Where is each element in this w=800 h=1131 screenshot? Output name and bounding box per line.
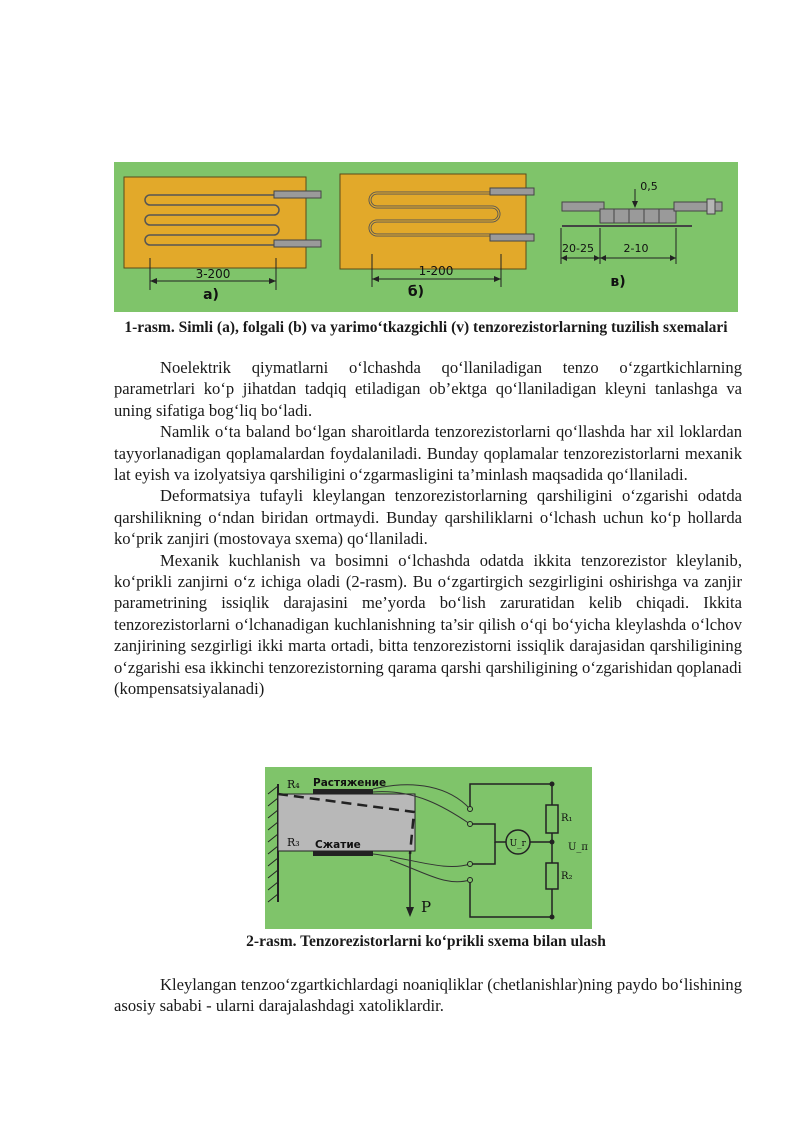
paragraph: Noelektrik qiymatlarni o‘lchashda qo‘llaniladigan tenzo o‘zgartkichlarning parametrlari ko‘p jihatdan tadqiq etiladigan ob’ektga qo‘llaniladigan kleyni tanlashga va uning sifatiga bog‘liq bo‘ladi. — [114, 358, 742, 420]
resistor-r2 — [546, 863, 558, 889]
figure-1-drawing — [114, 162, 738, 312]
r3-label: R₃ — [287, 836, 300, 849]
label-v: в) — [610, 274, 626, 290]
compress-label: Сжатие — [315, 839, 361, 851]
figure-1-caption: 1-rasm. Simli (a), folgali (b) va yarimo‘tkazgichli (v) tenzorezistorlarning tuzilish sxemalari — [124, 319, 728, 336]
dim-v-right: 2-10 — [623, 242, 649, 255]
figure-2-caption: 2-rasm. Tenzorezistorlarni ko‘prikli sxema bilan ulash — [246, 933, 606, 950]
dim-v-left: 20-25 — [562, 242, 594, 255]
stretch-label: Растяжение — [313, 777, 387, 789]
label-a: а) — [203, 287, 219, 303]
ug-label: U_г — [509, 839, 527, 849]
body-text-2 — [114, 974, 742, 1017]
dim-a-label: 3-200 — [195, 267, 231, 281]
figure-2-bridge-circuit — [265, 767, 592, 929]
dim-b-label: 1-200 — [418, 264, 454, 278]
paragraph: Mexanik kuchlanish va bosimni o‘lchashda odatda ikkita tenzorezistor kleylanib, ko‘prikli zanjirni o‘z ichiga oladi (2-rasm). Bu o‘zgartirgich sezgirligini oshirishga va zanjir parametrining issiqlik darajasini me’yorda bo‘lish zaruratidan kelib chiqadi. Ikkita tenzorezistorlarni o‘lchanadigan kuchlanishning ta’sir qilish o‘qi bo‘yicha kleylashda o‘lchov zanjirining sezgirligi ikki marta ortadi, bitta tenzorezistorni issiqlik darajasidan qarshiligining o‘zgarishi esa ikkinchi tenzorezistorning qarama qarshi qarshiligining o‘zgarishidan qoplanadi (kompensatsiyalanadi) — [114, 550, 742, 699]
figure-1-strain-gauge-designs — [114, 162, 738, 312]
figure-2-drawing — [265, 767, 592, 929]
r4-label: R₄ — [287, 778, 300, 791]
up-label: U_п — [568, 842, 589, 853]
paragraph: Kleylangan tenzoo‘zgartkichlardagi noaniqliklar (chetlanishlar)ning paydo bo‘lishining asosiy sababi - ularni darajalashdagi xatoliklardir. — [114, 975, 742, 1016]
dim-v-top: 0,5 — [640, 180, 658, 193]
body-text-1 — [114, 357, 742, 700]
paragraph: Namlik o‘ta baland bo‘lgan sharoitlarda tenzorezistorlarni qo‘llashda har xil loklardan tayyorlanadigan qoplamalardan foydalaniladi. Bunday qoplamalar tenzorezistorlarni mexanik lat eyish va izolyatsiya qarshiligini o‘zgarmasligini ta’minlash maqsadida qo‘llaniladi. — [114, 422, 742, 485]
force-label: P — [421, 898, 432, 916]
r2-label: R₂ — [561, 871, 573, 882]
resistor-r1 — [546, 805, 558, 833]
paragraph: Deformatsiya tufayli kleylangan tenzorezistorlarning qarshiligini o‘zgarishi odatda qarshilikning o‘ndan biridan ortmaydi. Bunday qarshiliklarni o‘lchash uchun ko‘p hollarda ko‘prik zanjiri (mostovaya sxema) qo‘llaniladi. — [114, 486, 742, 549]
label-b: б) — [407, 284, 425, 300]
r1-label: R₁ — [561, 813, 573, 824]
